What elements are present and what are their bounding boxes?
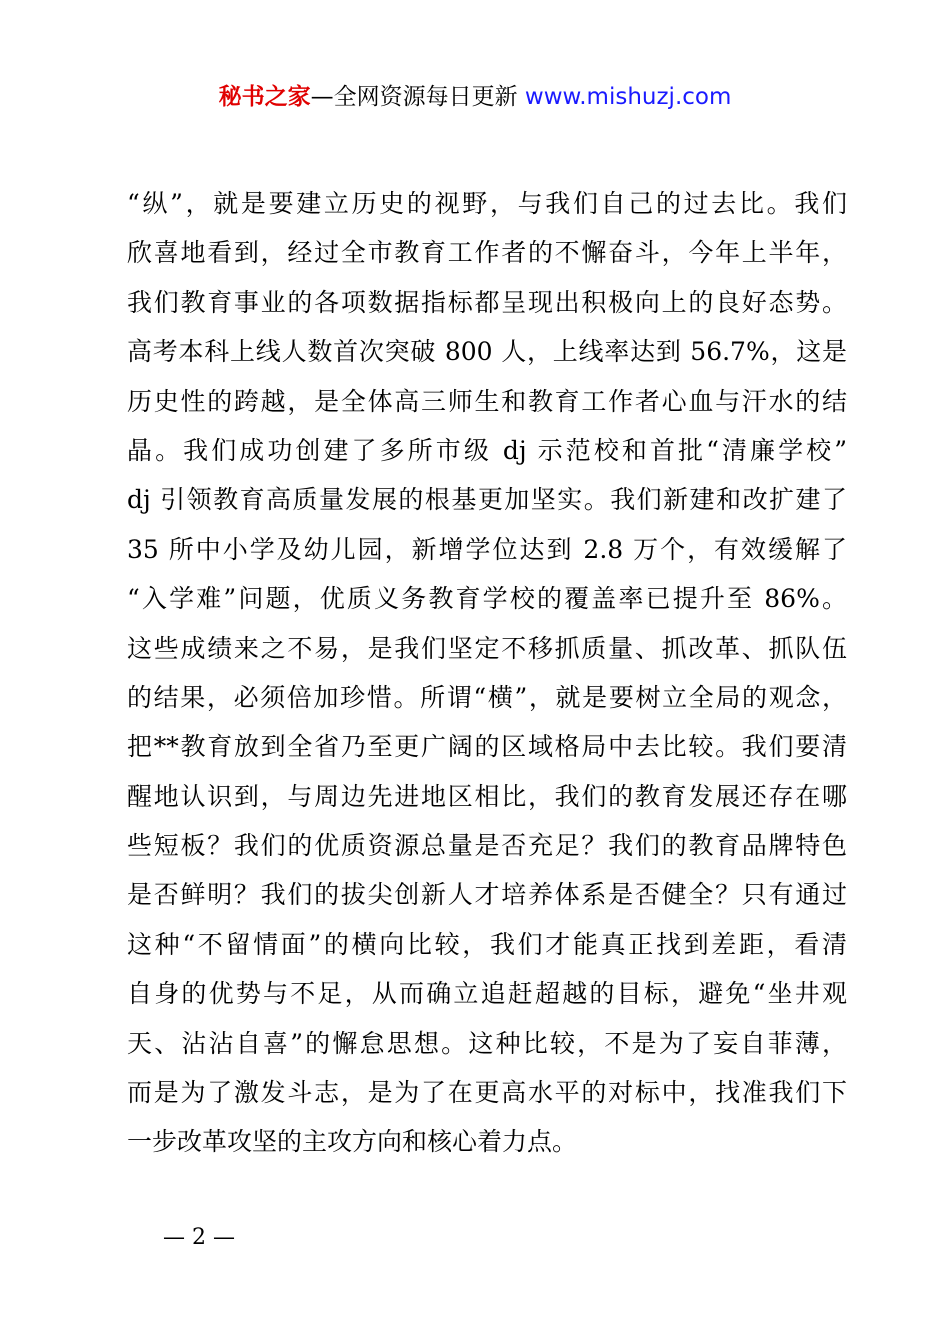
body-line: 醒地认识到，与周边先进地区相比，我们的教育发展还存在哪: [127, 781, 847, 811]
body-line: 一步改革攻坚的主攻方向和核心着力点。: [127, 1127, 578, 1157]
site-brand: 秘书之家: [218, 84, 311, 110]
document-body: [127, 184, 847, 1172]
body-line: 我们教育事业的各项数据指标都呈现出积极向上的良好态势。: [127, 287, 847, 317]
body-line: 些短板？我们的优质资源总量是否充足？我们的教育品牌特色: [127, 831, 847, 861]
site-header: [0, 80, 950, 114]
body-line: 历史性的跨越，是全体高三师生和教育工作者心血与汗水的结: [127, 386, 847, 416]
body-line: 这种“不留情面”的横向比较，我们才能真正找到差距，看清: [127, 929, 847, 959]
body-line: “入学难”问题，优质义务教育学校的覆盖率已提升至 86%。: [127, 584, 847, 614]
page-number: — 2 —: [163, 1225, 235, 1250]
body-line: 天、沾沾自喜”的懈怠思想。这种比较，不是为了妄自菲薄，: [127, 1028, 847, 1058]
body-line: 35 所中小学及幼儿园，新增学位达到 2.8 万个，有效缓解了: [127, 534, 847, 564]
body-line: 晶。我们成功创建了多所市级 dj 示范校和首批“清廉学校”: [127, 435, 847, 465]
site-url-link[interactable]: www.mishuzj.com: [524, 84, 732, 110]
body-line: “纵”，就是要建立历史的视野，与我们自己的过去比。我们: [127, 189, 847, 218]
site-tagline: —全网资源每日更新: [310, 84, 518, 110]
body-line: 的结果，必须倍加珍惜。所谓“横”，就是要树立全局的观念，: [127, 682, 847, 712]
body-line: 把**教育放到全省乃至更广阔的区域格局中去比较。我们要清: [127, 732, 847, 762]
body-line: 欣喜地看到，经过全市教育工作者的不懈奋斗，今年上半年，: [127, 238, 847, 268]
body-line: 高考本科上线人数首次突破 800 人，上线率达到 56.7%，这是: [127, 337, 847, 367]
body-line: 而是为了激发斗志，是为了在更高水平的对标中，找准我们下: [127, 1078, 847, 1108]
body-line: 这些成绩来之不易，是我们坚定不移抓质量、抓改革、抓队伍: [127, 633, 847, 663]
body-line: dj 引领教育高质量发展的根基更加坚实。我们新建和改扩建了: [127, 485, 847, 515]
body-line: 自身的优势与不足，从而确立追赶超越的目标，避免“坐井观: [127, 979, 847, 1009]
body-line: 是否鲜明？我们的拔尖创新人才培养体系是否健全？只有通过: [127, 880, 847, 910]
